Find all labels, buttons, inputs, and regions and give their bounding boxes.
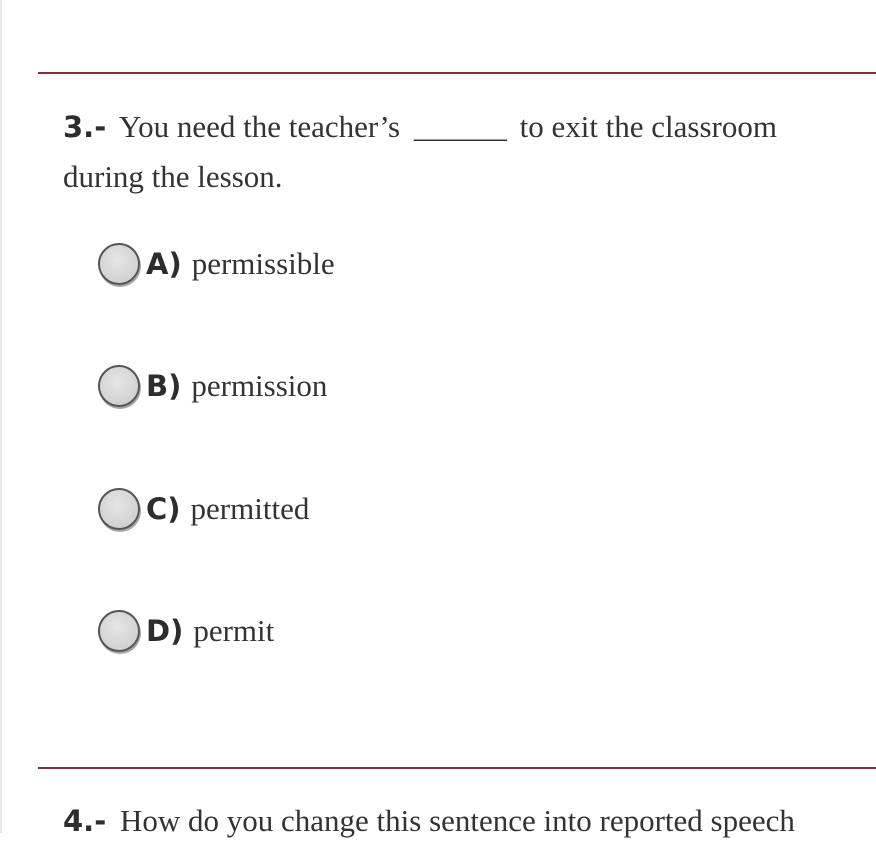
option-text-d: permit <box>193 613 275 648</box>
option-text-a: permissible <box>191 246 335 281</box>
option-b[interactable] <box>98 362 327 410</box>
option-letter-a: A) <box>146 247 182 281</box>
question-text-after: to exit the classroom during the lesson. <box>63 109 777 194</box>
question-3 <box>63 102 853 202</box>
radio-button-b[interactable] <box>98 365 140 407</box>
answer-blank: ______ <box>413 109 507 144</box>
divider-top <box>38 72 876 74</box>
option-d[interactable] <box>98 607 274 655</box>
radio-button-a[interactable] <box>98 243 140 285</box>
page-left-edge <box>0 0 2 833</box>
option-a[interactable] <box>98 240 335 288</box>
question-text-before: You need the teacher’s <box>118 109 401 144</box>
radio-button-d[interactable] <box>98 610 140 652</box>
question-number-4: 4.- <box>63 804 107 838</box>
question-4-text: How do you change this sentence into reported speech <box>119 803 795 838</box>
option-c[interactable] <box>98 485 309 533</box>
option-letter-b: B) <box>146 369 182 403</box>
radio-button-c[interactable] <box>98 488 140 530</box>
question-4 <box>63 796 853 846</box>
option-letter-d: D) <box>146 614 184 648</box>
question-number: 3.- <box>63 110 107 144</box>
option-letter-c: C) <box>146 492 181 526</box>
option-text-c: permitted <box>190 491 310 526</box>
option-text-b: permission <box>191 368 328 403</box>
divider-bottom <box>38 767 876 769</box>
